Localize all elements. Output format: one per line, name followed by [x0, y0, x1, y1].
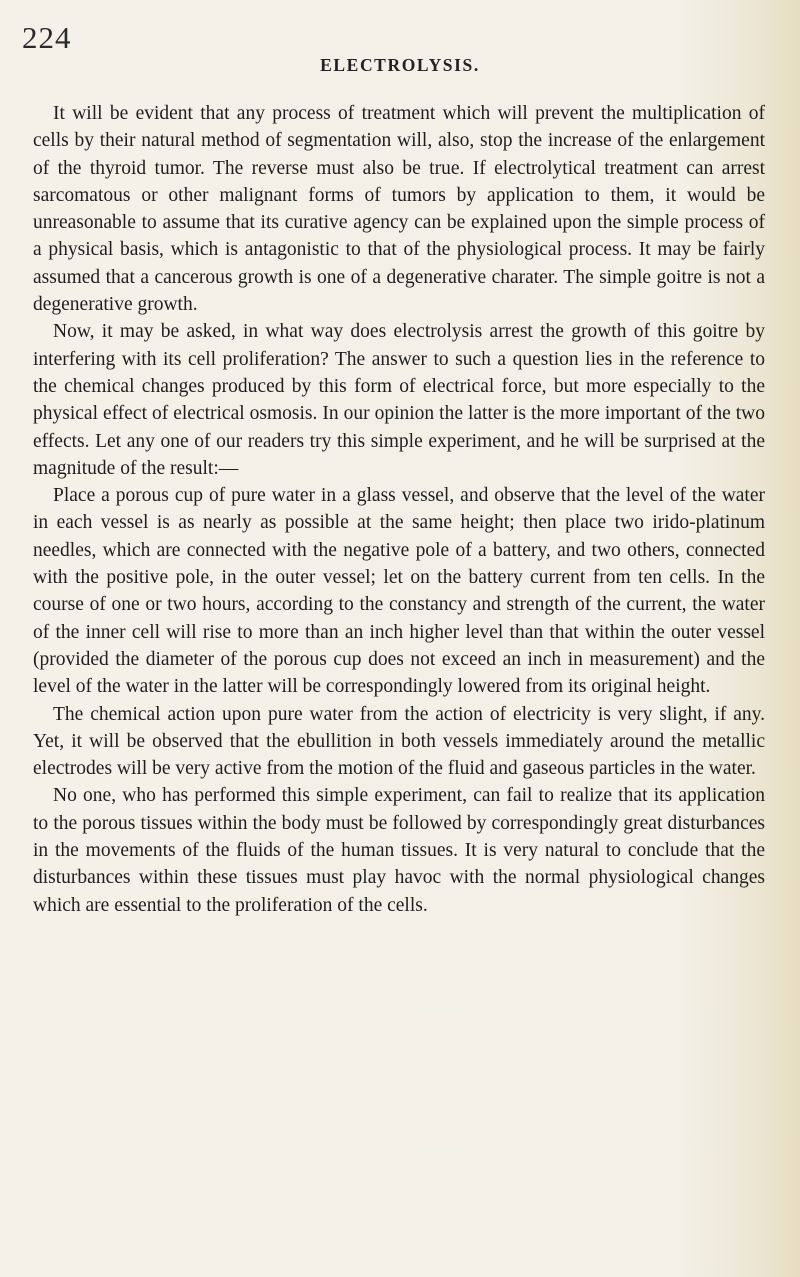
paragraph: Place a porous cup of pure water in a glass vessel, and observe that the level of the water in each vessel is as nearly as possible at the same height; then place two irido-platinum needles, which are connected with the negative pole of a battery, and two others, connected with the positive pole, in the outer vessel; let on the battery current from ten cells. In the course of one or two hours, according to the constancy and strength of the current, the water of the inner cell will rise to more than an inch higher level than that within the outer vessel (provided the diameter of the porous cup does not exceed an inch in measurement) and the level of the water in the latter will be correspondingly lowered from its original height. [33, 485, 765, 698]
paragraph: No one, who has performed this simple experiment, can fail to realize that its application to the porous tissues within the body must be followed by correspondingly great disturbances in the movements of the fluids of the human tissues. It is very natural to conclude that the disturbances within these tissues must play havoc with the normal physiological changes which are essential to the proliferation of the cells. [33, 785, 765, 916]
running-head: ELECTROLYSIS. [320, 55, 480, 75]
paragraph: Now, it may be asked, in what way does electrolysis arrest the growth of this goitre by interfering with its cell proliferation? The answer to such a question lies in the reference to the chemical changes produced by this form of electrical force, but more especially to the physical effect of electrical osmosis. In our opinion the latter is the more important of the two effects. Let any one of our readers try this simple experiment, and he will be surprised at the magnitude of the result:— [33, 321, 765, 479]
page-number: 224 [22, 20, 72, 55]
body-text [33, 100, 765, 919]
paragraph: It will be evident that any process of treatment which will prevent the multiplication of cells by their natural method of segmentation will, also, stop the increase of the enlargement of the thyroid tumor. The reverse must also be true. If electrolytical treatment can arrest sarcomatous or other malignant forms of tumors by application to them, it would be unreasonable to assume that its curative agency can be explained upon the simple process of a physical basis, which is antagonistic to that of the physiological process. It may be fairly assumed that a cancerous growth is one of a degenerative charater. The simple goitre is not a degenerative growth. [33, 103, 765, 316]
paragraph: The chemical action upon pure water from the action of electricity is very slight, if any. Yet, it will be observed that the ebullition in both vessels immediately around the metallic electrodes will be very active from the motion of the fluid and gaseous particles in the water. [33, 703, 765, 780]
